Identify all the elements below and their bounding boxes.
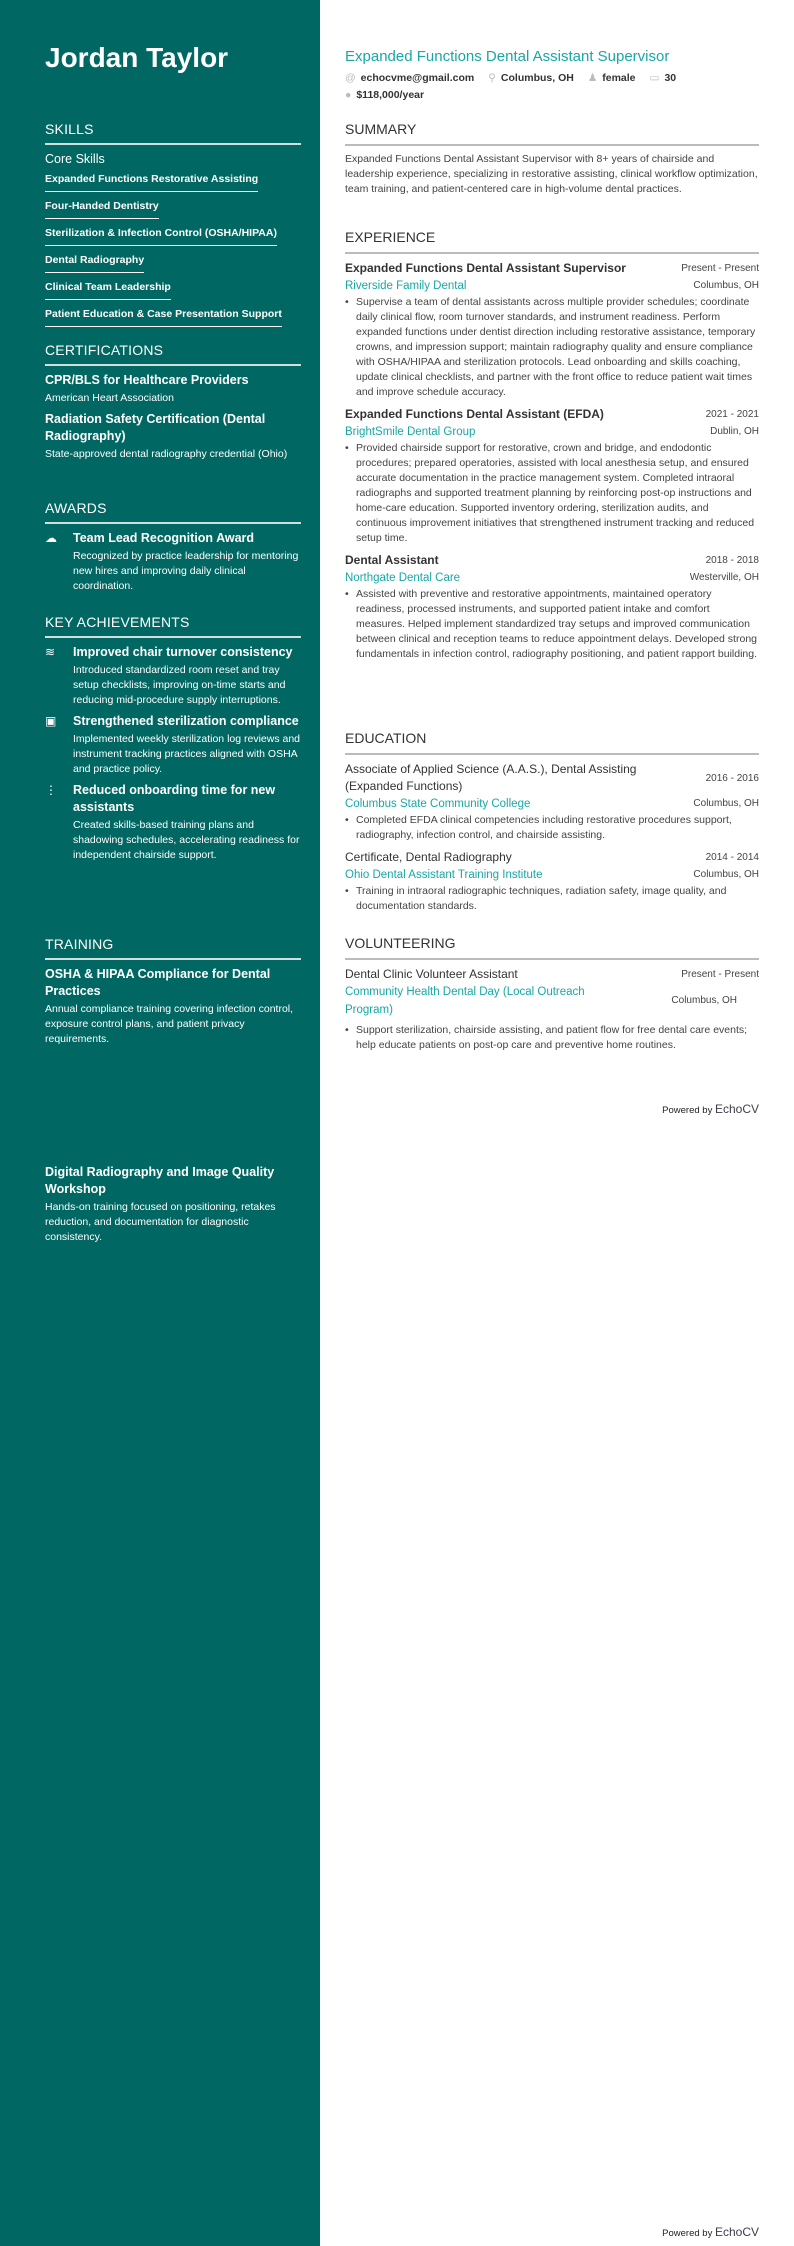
skill-item: Expanded Functions Restorative Assisting bbox=[45, 172, 258, 192]
position-title: Expanded Functions Dental Assistant Supervisor bbox=[345, 261, 626, 275]
dates: 2018 - 2018 bbox=[705, 555, 759, 566]
person-icon: ♟ bbox=[587, 72, 598, 84]
training-title: Digital Radiography and Image Quality Workshop bbox=[45, 1165, 275, 1196]
skill-item: Patient Education & Case Presentation Support bbox=[45, 307, 282, 327]
dates: 2021 - 2021 bbox=[705, 409, 759, 420]
section-heading: KEY ACHIEVEMENTS bbox=[45, 613, 301, 638]
award-title: Team Lead Recognition Award bbox=[73, 531, 255, 545]
powered-by-footer bbox=[662, 1102, 759, 1116]
at-icon: @ bbox=[345, 72, 356, 84]
award-desc: Recognized by practice leadership for mentoring new hires and improving daily clinical coordination. bbox=[73, 550, 299, 592]
location: Columbus, OH bbox=[693, 869, 759, 880]
location: Columbus, OH bbox=[693, 798, 759, 809]
candidate-name: Jordan Taylor bbox=[45, 42, 229, 73]
school: Ohio Dental Assistant Training Institute bbox=[345, 869, 543, 881]
awards-section bbox=[45, 499, 301, 599]
salary: $118,000/year bbox=[356, 89, 425, 101]
education-item bbox=[345, 761, 759, 843]
money-icon: ● bbox=[345, 89, 352, 101]
experience-item bbox=[345, 260, 759, 400]
experience-item bbox=[345, 406, 759, 546]
achievement-desc: Introduced standardized room reset and tray setup checklists, improving on-time starts and reducing mid-procedure supply interruptions. bbox=[73, 664, 286, 706]
dates: 2014 - 2014 bbox=[705, 852, 759, 863]
degree: Certificate, Dental Radiography bbox=[345, 850, 512, 864]
experience-section bbox=[345, 228, 759, 668]
location: Dublin, OH bbox=[710, 426, 759, 437]
award-item bbox=[45, 530, 301, 599]
achievement-title: Improved chair turnover consistency bbox=[73, 645, 293, 659]
skills-section bbox=[45, 120, 301, 327]
training-section bbox=[45, 935, 301, 1052]
training-title: OSHA & HIPAA Compliance for Dental Practices bbox=[45, 967, 271, 998]
location: Columbus, OH bbox=[500, 72, 574, 84]
cloud-icon: ☁ bbox=[45, 531, 57, 545]
salary-row bbox=[345, 87, 424, 104]
cert-issuer: American Heart Association bbox=[45, 392, 174, 404]
bullet: • Support sterilization, chairside assisting, and patient flow for free dental care events; help educate patients on post-op care and preventive home routines. bbox=[345, 1023, 759, 1053]
dots-icon: ⋮ bbox=[45, 783, 57, 797]
section-heading: CERTIFICATIONS bbox=[45, 341, 301, 366]
location: Columbus, OH bbox=[671, 995, 737, 1006]
achievement-item bbox=[45, 782, 301, 868]
volunteering-item bbox=[345, 966, 759, 1053]
achievement-title: Strengthened sterilization compliance bbox=[73, 714, 299, 728]
age: 30 bbox=[664, 72, 677, 84]
volunteering-section bbox=[345, 934, 759, 1059]
education-section bbox=[345, 729, 759, 920]
calendar-icon: ▭ bbox=[649, 72, 660, 84]
location: Columbus, OH bbox=[693, 280, 759, 291]
school: Columbus State Community College bbox=[345, 798, 531, 810]
organization: Community Health Dental Day (Local Outreach Program) bbox=[345, 986, 585, 1016]
training-desc: Hands-on training focused on positioning, retakes reduction, and documentation for diagnostic consistency. bbox=[45, 1201, 276, 1243]
skill-item: Sterilization & Infection Control (OSHA/HIPAA) bbox=[45, 226, 277, 246]
bullet: • Completed EFDA clinical competencies including restorative procedures support, radiography, infection control, and chairside assisting. bbox=[345, 813, 759, 843]
powered-by-label: Powered by bbox=[662, 1105, 713, 1116]
contact-row bbox=[345, 70, 676, 87]
dates: Present - Present bbox=[681, 263, 759, 274]
brand-link[interactable]: EchoCV bbox=[714, 1102, 759, 1116]
achievement-item bbox=[45, 644, 301, 713]
education-item bbox=[345, 849, 759, 914]
cert-issuer: State-approved dental radiography credential (Ohio) bbox=[45, 448, 288, 460]
achievement-desc: Created skills-based training plans and shadowing schedules, accelerating readiness for independent chairside support. bbox=[73, 819, 300, 861]
role: Dental Clinic Volunteer Assistant bbox=[345, 967, 518, 981]
calculator-icon: ▣ bbox=[45, 714, 57, 728]
section-heading: TRAINING bbox=[45, 935, 301, 960]
achievements-section bbox=[45, 613, 301, 868]
database-icon: ≋ bbox=[45, 645, 56, 659]
company: Northgate Dental Care bbox=[345, 572, 461, 584]
main-content bbox=[320, 0, 794, 2246]
bullet: • Training in intraoral radiographic techniques, radiation safety, image quality, and documentation standards. bbox=[345, 884, 759, 914]
achievement-item bbox=[45, 713, 301, 782]
achievement-title: Reduced onboarding time for new assistants bbox=[73, 783, 276, 814]
email[interactable]: echocvme@gmail.com bbox=[360, 72, 475, 84]
company: BrightSmile Dental Group bbox=[345, 426, 476, 438]
achievement-desc: Implemented weekly sterilization log reviews and instrument tracking practices aligned with OSHA and practice policy. bbox=[73, 733, 301, 775]
brand-link[interactable]: EchoCV bbox=[714, 2225, 759, 2239]
powered-by-label: Powered by bbox=[662, 2228, 713, 2239]
bullet: • Supervise a team of dental assistants across multiple provider schedules; coordinate daily clinical flow, room turnover standards, and instrument readiness. Perform expanded functions under dentist direction including restorative assistance, temporary crowns, and impression support; maintain radiography quality and ensure compliance with OSHA/HIPAA and sterilization protocols. Lead onboarding and skills coaching, update clinical checklists, and partner with the front office to reduce patient wait times and improve schedule accuracy. bbox=[345, 295, 759, 400]
bullet: • Assisted with preventive and restorative appointments, maintained operatory readiness, processed instruments, and supported patient intake and comfort measures. Helped implement standardized tray setups and improved communication between clinical and reception teams to reduce appointment delays. Developed strong fundamentals in infection control, radiography positioning, and patient rapport building. bbox=[345, 587, 759, 662]
company: Riverside Family Dental bbox=[345, 280, 467, 292]
summary-section bbox=[345, 120, 759, 197]
section-heading: SKILLS bbox=[45, 120, 301, 145]
section-heading: AWARDS bbox=[45, 499, 301, 524]
job-title: Expanded Functions Dental Assistant Supervisor bbox=[345, 48, 670, 65]
position-title: Expanded Functions Dental Assistant (EFDA) bbox=[345, 407, 604, 421]
skill-item: Clinical Team Leadership bbox=[45, 280, 171, 300]
position-title: Dental Assistant bbox=[345, 553, 439, 567]
skill-item: Four-Handed Dentistry bbox=[45, 199, 159, 219]
section-heading: SUMMARY bbox=[345, 120, 759, 146]
sidebar bbox=[0, 0, 320, 2246]
cert-title: CPR/BLS for Healthcare Providers bbox=[45, 373, 249, 387]
experience-item bbox=[345, 552, 759, 662]
degree: Associate of Applied Science (A.A.S.), Dental Assisting (Expanded Functions) bbox=[345, 762, 637, 793]
training-desc: Annual compliance training covering infection control, exposure control plans, and patient privacy requirements. bbox=[45, 1003, 294, 1045]
location-pin-icon: ⚲ bbox=[488, 72, 496, 84]
powered-by-footer bbox=[662, 2225, 759, 2239]
bullet: • Provided chairside support for restorative, crown and bridge, and endodontic procedures; prepared operatories, assisted with local anesthesia setup, and ensured accurate documentation in the practice management system. Completed intraoral radiographs and supported treatment planning by reinforcing post-op instructions and home-care education. Supported inventory ordering, sterilization audits, and continuous improvement initiatives that strengthened instrument tracking and reduced setup time. bbox=[345, 441, 759, 546]
certifications-section bbox=[45, 341, 301, 467]
section-heading: VOLUNTEERING bbox=[345, 934, 759, 960]
cert-title: Radiation Safety Certification (Dental Radiography) bbox=[45, 412, 266, 443]
skill-item: Dental Radiography bbox=[45, 253, 144, 273]
gender: female bbox=[602, 72, 636, 84]
section-heading: EXPERIENCE bbox=[345, 228, 759, 254]
training-item bbox=[45, 1164, 301, 1250]
dates: Present - Present bbox=[681, 969, 759, 980]
summary-text: Expanded Functions Dental Assistant Supervisor with 8+ years of chairside and leadership experience, specializing in restorative assisting, clinical workflow optimization, team training, and patient-centered care in high-volume dental practices. bbox=[345, 153, 758, 195]
section-heading: EDUCATION bbox=[345, 729, 759, 755]
skills-group-title: Core Skills bbox=[45, 152, 105, 166]
dates: 2016 - 2016 bbox=[705, 772, 759, 784]
location: Westerville, OH bbox=[689, 572, 759, 583]
